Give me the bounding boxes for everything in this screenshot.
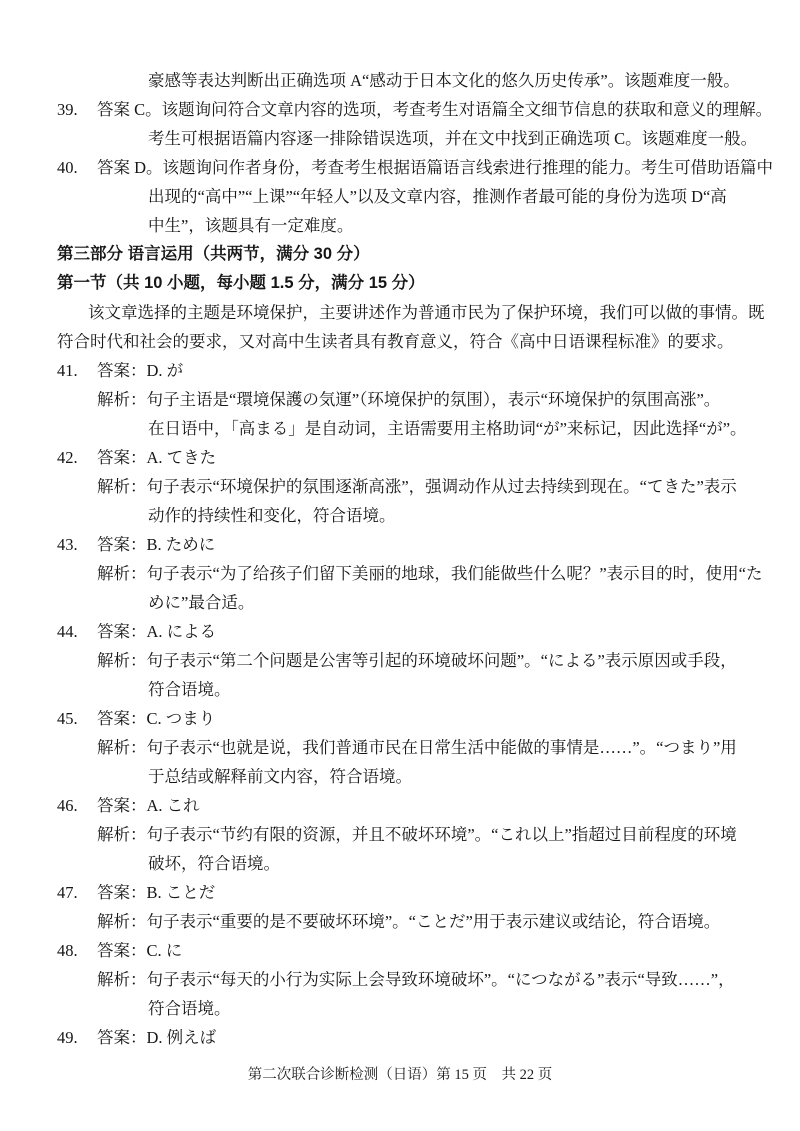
answer-item-44 [57,617,763,704]
intro-line: 符合时代和社会的要求，又对高中生读者具有教育意义，符合《高中日语课程标准》的要求。 [57,332,734,351]
intro-paragraph [57,298,763,356]
heading-section1: 第一节（共 10 小题，每小题 1.5 分，满分 15 分） [57,274,425,292]
answer-item-49 [57,1023,763,1052]
answer-line: 答案：D. 例えば [97,1028,217,1047]
answer-item-46 [57,791,763,878]
analysis-line: 解析：句子表示“每天的小行为实际上会导致环境破坏”。“につながる”表示“导致……”， [97,970,735,989]
answer-cont-line: 中生”，该题具有一定难度。 [148,216,354,235]
answer-line: 答案：A. てきた [97,448,217,467]
analysis-line: 解析：句子表示“为了给孩子们留下美丽的地球，我们能做些什么呢？”表示目的时，使用“た [97,564,763,583]
item-number: 47. [57,883,78,902]
answer-cont-line: 出现的“高中”“上课”“年轻人”以及文章内容，推测作者最可能的身份为选项 D“高 [148,187,727,206]
item-number: 49. [57,1028,78,1047]
analysis-line: 解析：句子表示“重要的是不要破坏环境”。“ことだ”用于表示建议或结论，符合语境。 [97,912,721,931]
answer-item-47 [57,878,763,936]
analysis-line: 解析：句子表示“节约有限的资源，并且不破坏环境”。“これ以上”指超过目前程度的环境 [97,825,737,844]
heading-part3: 第三部分 语言运用（共两节，满分 30 分） [57,245,370,263]
answer-item-39 [57,95,773,153]
analysis-line: 解析：句子表示“也就是说，我们普通市民在日常生活中能做的事情是……”。“つまり”用 [97,738,737,757]
analysis-cont-line: 符合语境。 [148,680,231,699]
intro-line: 该文章选择的主题是环境保护，主要讲述作为普通市民为了保护环境，我们可以做的事情。既 [88,303,765,322]
answer-item-48 [57,936,763,1023]
item-number: 40. [57,158,78,177]
answer-item-45 [57,704,763,791]
analysis-line: 解析：句子表示“第二个问题是公害等引起的环境破坏问题”。“による”表示原因或手段， [97,651,737,670]
item-number: 42. [57,448,78,467]
analysis-line: 解析：句子表示“环境保护的氛围逐渐高涨”，强调动作从过去持续到现在。“てきた”表示 [97,477,737,496]
page-content [57,66,774,1052]
answer-line: 答案：A. これ [97,796,200,815]
analysis-cont-line: めに”最合适。 [148,593,255,612]
item-number: 44. [57,622,78,641]
answer-line: 答案：B. ことだ [97,883,216,902]
answer-item-43 [57,530,763,617]
answer-line: 答案：D. が [97,361,184,380]
analysis-cont-line: 破坏，符合语境。 [148,854,280,873]
analysis-cont-line: 在日语中，「高まる」是自动词，主语需要用主格助词“が”来标记，因此选择“が”。 [148,419,747,438]
answer-line: 答案 C。该题询问符合文章内容的选项，考查考生对语篇全文细节信息的获取和意义的理解。 [97,100,773,119]
answer-item-40 [57,153,774,240]
item-number: 41. [57,361,78,380]
analysis-cont-line: 符合语境。 [148,999,231,1018]
answer-item-42 [57,443,763,530]
answer-cont-line: 考生可根据语篇内容逐一排除错误选项，并在文中找到正确选项 C。该题难度一般。 [148,129,758,148]
item-number: 46. [57,796,78,815]
page-footer: 第二次联合诊断检测（日语）第 15 页 共 22 页 [247,1067,553,1083]
item-number: 45. [57,709,78,728]
answer-line: 答案：B. ために [97,535,216,554]
answer-line: 答案：C. つまり [97,709,216,728]
carryover-line: 豪感等表达判断出正确选项 A“感动于日本文化的悠久历史传承”。该题难度一般。 [148,71,740,90]
item-number: 48. [57,941,78,960]
item-number: 43. [57,535,78,554]
answer-line: 答案：A. による [97,622,217,641]
answer-line: 答案 D。该题询问作者身份，考查考生根据语篇语言线索进行推理的能力。考生可借助语篇中 [97,158,774,177]
analysis-cont-line: 动作的持续性和变化，符合语境。 [148,506,396,525]
analysis-line: 解析：句子主语是“環境保護の気運”（环境保护的氛围），表示“环境保护的氛围高涨”。 [97,390,721,409]
item-number: 39. [57,100,78,119]
answer-item-41 [57,356,763,443]
answer-line: 答案：C. に [97,941,183,960]
analysis-cont-line: 于总结或解释前文内容，符合语境。 [148,767,412,786]
